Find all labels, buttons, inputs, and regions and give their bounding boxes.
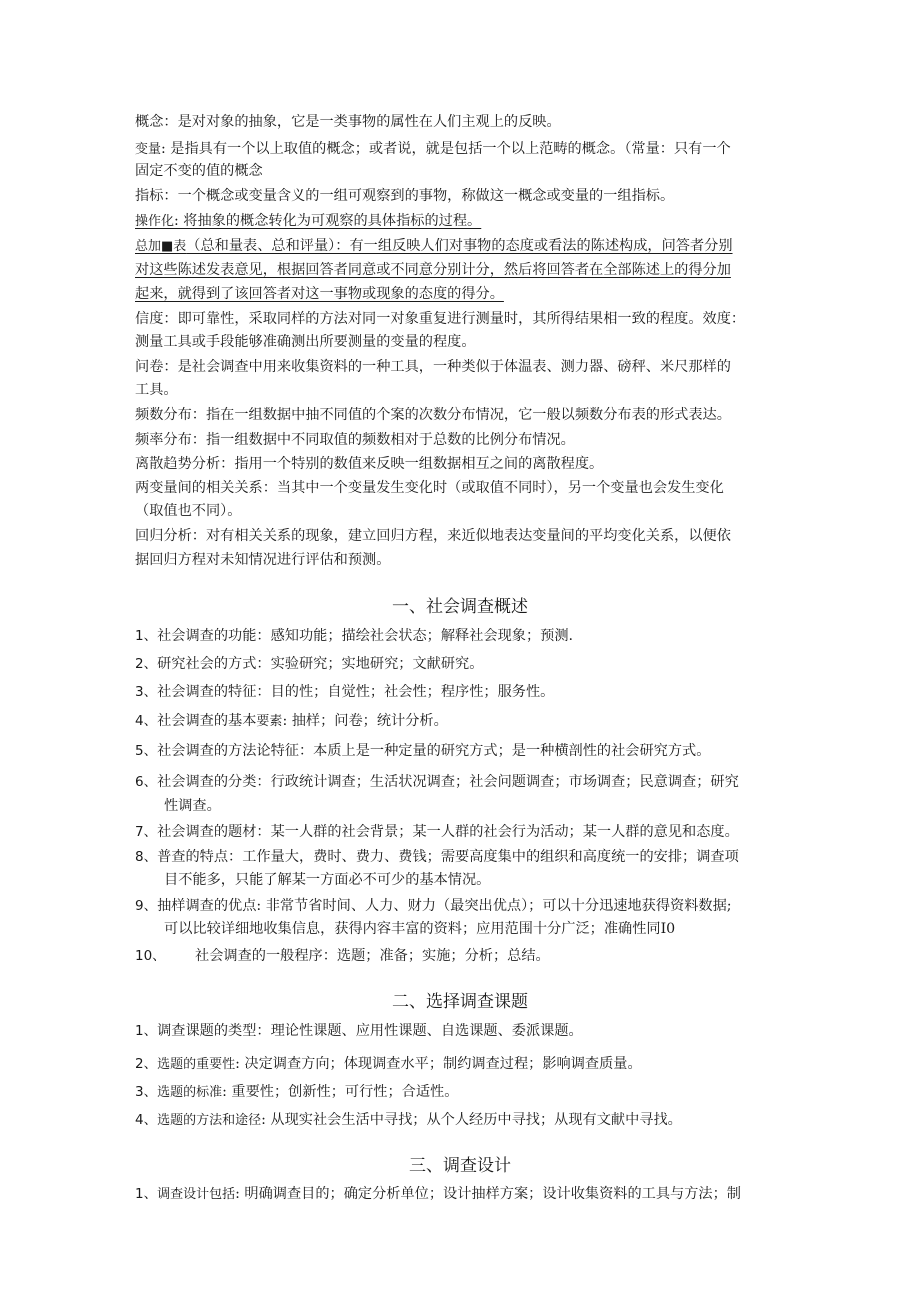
list-item: 4、选题的方法和途径: 从现实社会生活中寻找；从个人经历中寻找；从现有文献中寻找。 xyxy=(135,1112,682,1128)
list-item: 5、社会调查的方法论特征：本质上是一种定量的研究方式；是一种横剖性的社会研究方式。 xyxy=(135,743,711,759)
definition-summated-scale: 总加■表（总和量表、总和评量）：有一组反映人们对事物的态度或看法的陈述构成，问答者分别 xyxy=(135,238,733,254)
definition-correlation: 两变量间的相关关系：当其中一个变量发生变化时（或取值不同时），另一个变量也会发生变化 xyxy=(135,480,724,496)
section-heading: 二、选择调查课题 xyxy=(392,992,528,1012)
list-item: 4、社会调查的基本要素: 抽样；问卷；统计分析。 xyxy=(135,713,448,729)
list-item: 1、调查设计包括: 明确调查目的；确定分析单位；设计抽样方案；设计收集资料的工具与方法；制 xyxy=(135,1186,741,1202)
definition-regression: 回归分析：对有相关关系的现象，建立回归方程，来近似地表达变量间的平均变化关系，以便依 xyxy=(135,528,731,544)
definition-summated-scale-cont1: 对这些陈述发表意见，根据回答者同意或不同意分别计分，然后将回答者在全部陈述上的得分加 xyxy=(135,262,731,278)
list-item-cont: 目不能多，只能了解某一方面必不可少的基本情况。 xyxy=(164,872,491,888)
definition-relative-frequency: 频率分布：指一组数据中不同取值的频数相对于总数的比例分布情况。 xyxy=(135,432,575,448)
list-item: 1、社会调查的功能：感知功能；描绘社会状态；解释社会现象；预测. xyxy=(135,628,574,644)
list-item: 3、选题的标准: 重要性；创新性；可行性；合适性。 xyxy=(135,1084,459,1100)
list-item: 7、社会调查的题材：某一人群的社会背景；某一人群的社会行为活动；某一人群的意见和态度。 xyxy=(135,824,739,840)
definition-reliability-cont: 测量工具或手段能够准确测出所要测量的变量的程度。 xyxy=(135,334,476,350)
definition-indicator: 指标：一个概念或变量含义的一组可观察到的事物，称做这一概念或变量的一组指标。 xyxy=(135,188,675,204)
definition-questionnaire-cont: 工具。 xyxy=(135,382,178,398)
section-heading: 三、调查设计 xyxy=(409,1156,511,1176)
list-item: 10、 社会调查的一般程序：选题；准备；实施；分析；总结。 xyxy=(135,948,550,964)
definition-summated-scale-cont2: 起来，就得到了该回答者对这一事物或现象的态度的得分。 xyxy=(135,286,504,302)
list-item: 6、社会调查的分类：行政统计调查；生活状况调查；社会问题调查；市场调查；民意调查；研究 xyxy=(135,774,739,790)
definition-reliability: 信度：即可靠性，采取同样的方法对同一对象重复进行测量时，其所得结果相一致的程度。效度： xyxy=(135,311,746,327)
definition-questionnaire: 问卷：是社会调查中用来收集资料的一种工具，一种类似于体温表、测力器、磅秤、米尺那样的 xyxy=(135,359,731,375)
list-item: 2、选题的重要性: 决定调查方向；体现调查水平；制约调查过程；影响调查质量。 xyxy=(135,1056,642,1072)
definition-concept: 概念：是对对象的抽象，它是一类事物的属性在人们主观上的反映。 xyxy=(135,114,561,130)
list-item: 1、调查课题的类型：理论性课题、应用性课题、自选课题、委派课题。 xyxy=(135,1023,583,1039)
definition-dispersion: 离散趋势分析：指用一个特别的数值来反映一组数据相互之间的离散程度。 xyxy=(135,456,604,472)
definition-variable: 变量: 是指具有一个以上取值的概念；或者说，就是包括一个以上范畴的概念。（常量：只有一个 xyxy=(135,141,731,157)
list-item: 9、抽样调查的优点: 非常节省时间、人力、财力（最突出优点）；可以十分迅速地获得资料数据; xyxy=(135,898,732,914)
section-heading: 一、社会调查概述 xyxy=(392,597,528,617)
definition-operationalization: 操作化: 将抽象的概念转化为可观察的具体指标的过程。 xyxy=(135,213,482,229)
list-item: 8、普查的特点：工作量大，费时、费力、费钱；需要高度集中的组织和高度统一的安排；调查项 xyxy=(135,849,739,865)
list-item-cont: 可以比较详细地收集信息，获得内容丰富的资料；应用范围十分广泛；准确性同I0 xyxy=(164,921,676,937)
list-item-cont: 性调查。 xyxy=(164,798,221,814)
definition-correlation-cont: （取值也不同）。 xyxy=(135,503,242,519)
list-item: 3、社会调查的特征：目的性；自觉性；社会性；程序性；服务性。 xyxy=(135,684,555,700)
definition-frequency-distribution: 频数分布：指在一组数据中抽不同值的个案的次数分布情况，它一般以频数分布表的形式表达。 xyxy=(135,407,731,423)
definition-variable-cont: 固定不变的值的概念 xyxy=(135,163,263,179)
list-item: 2、研究社会的方式：实验研究；实地研究；文献研究。 xyxy=(135,656,484,672)
definition-regression-cont: 据回归方程对未知情况进行评估和预测。 xyxy=(135,552,391,568)
